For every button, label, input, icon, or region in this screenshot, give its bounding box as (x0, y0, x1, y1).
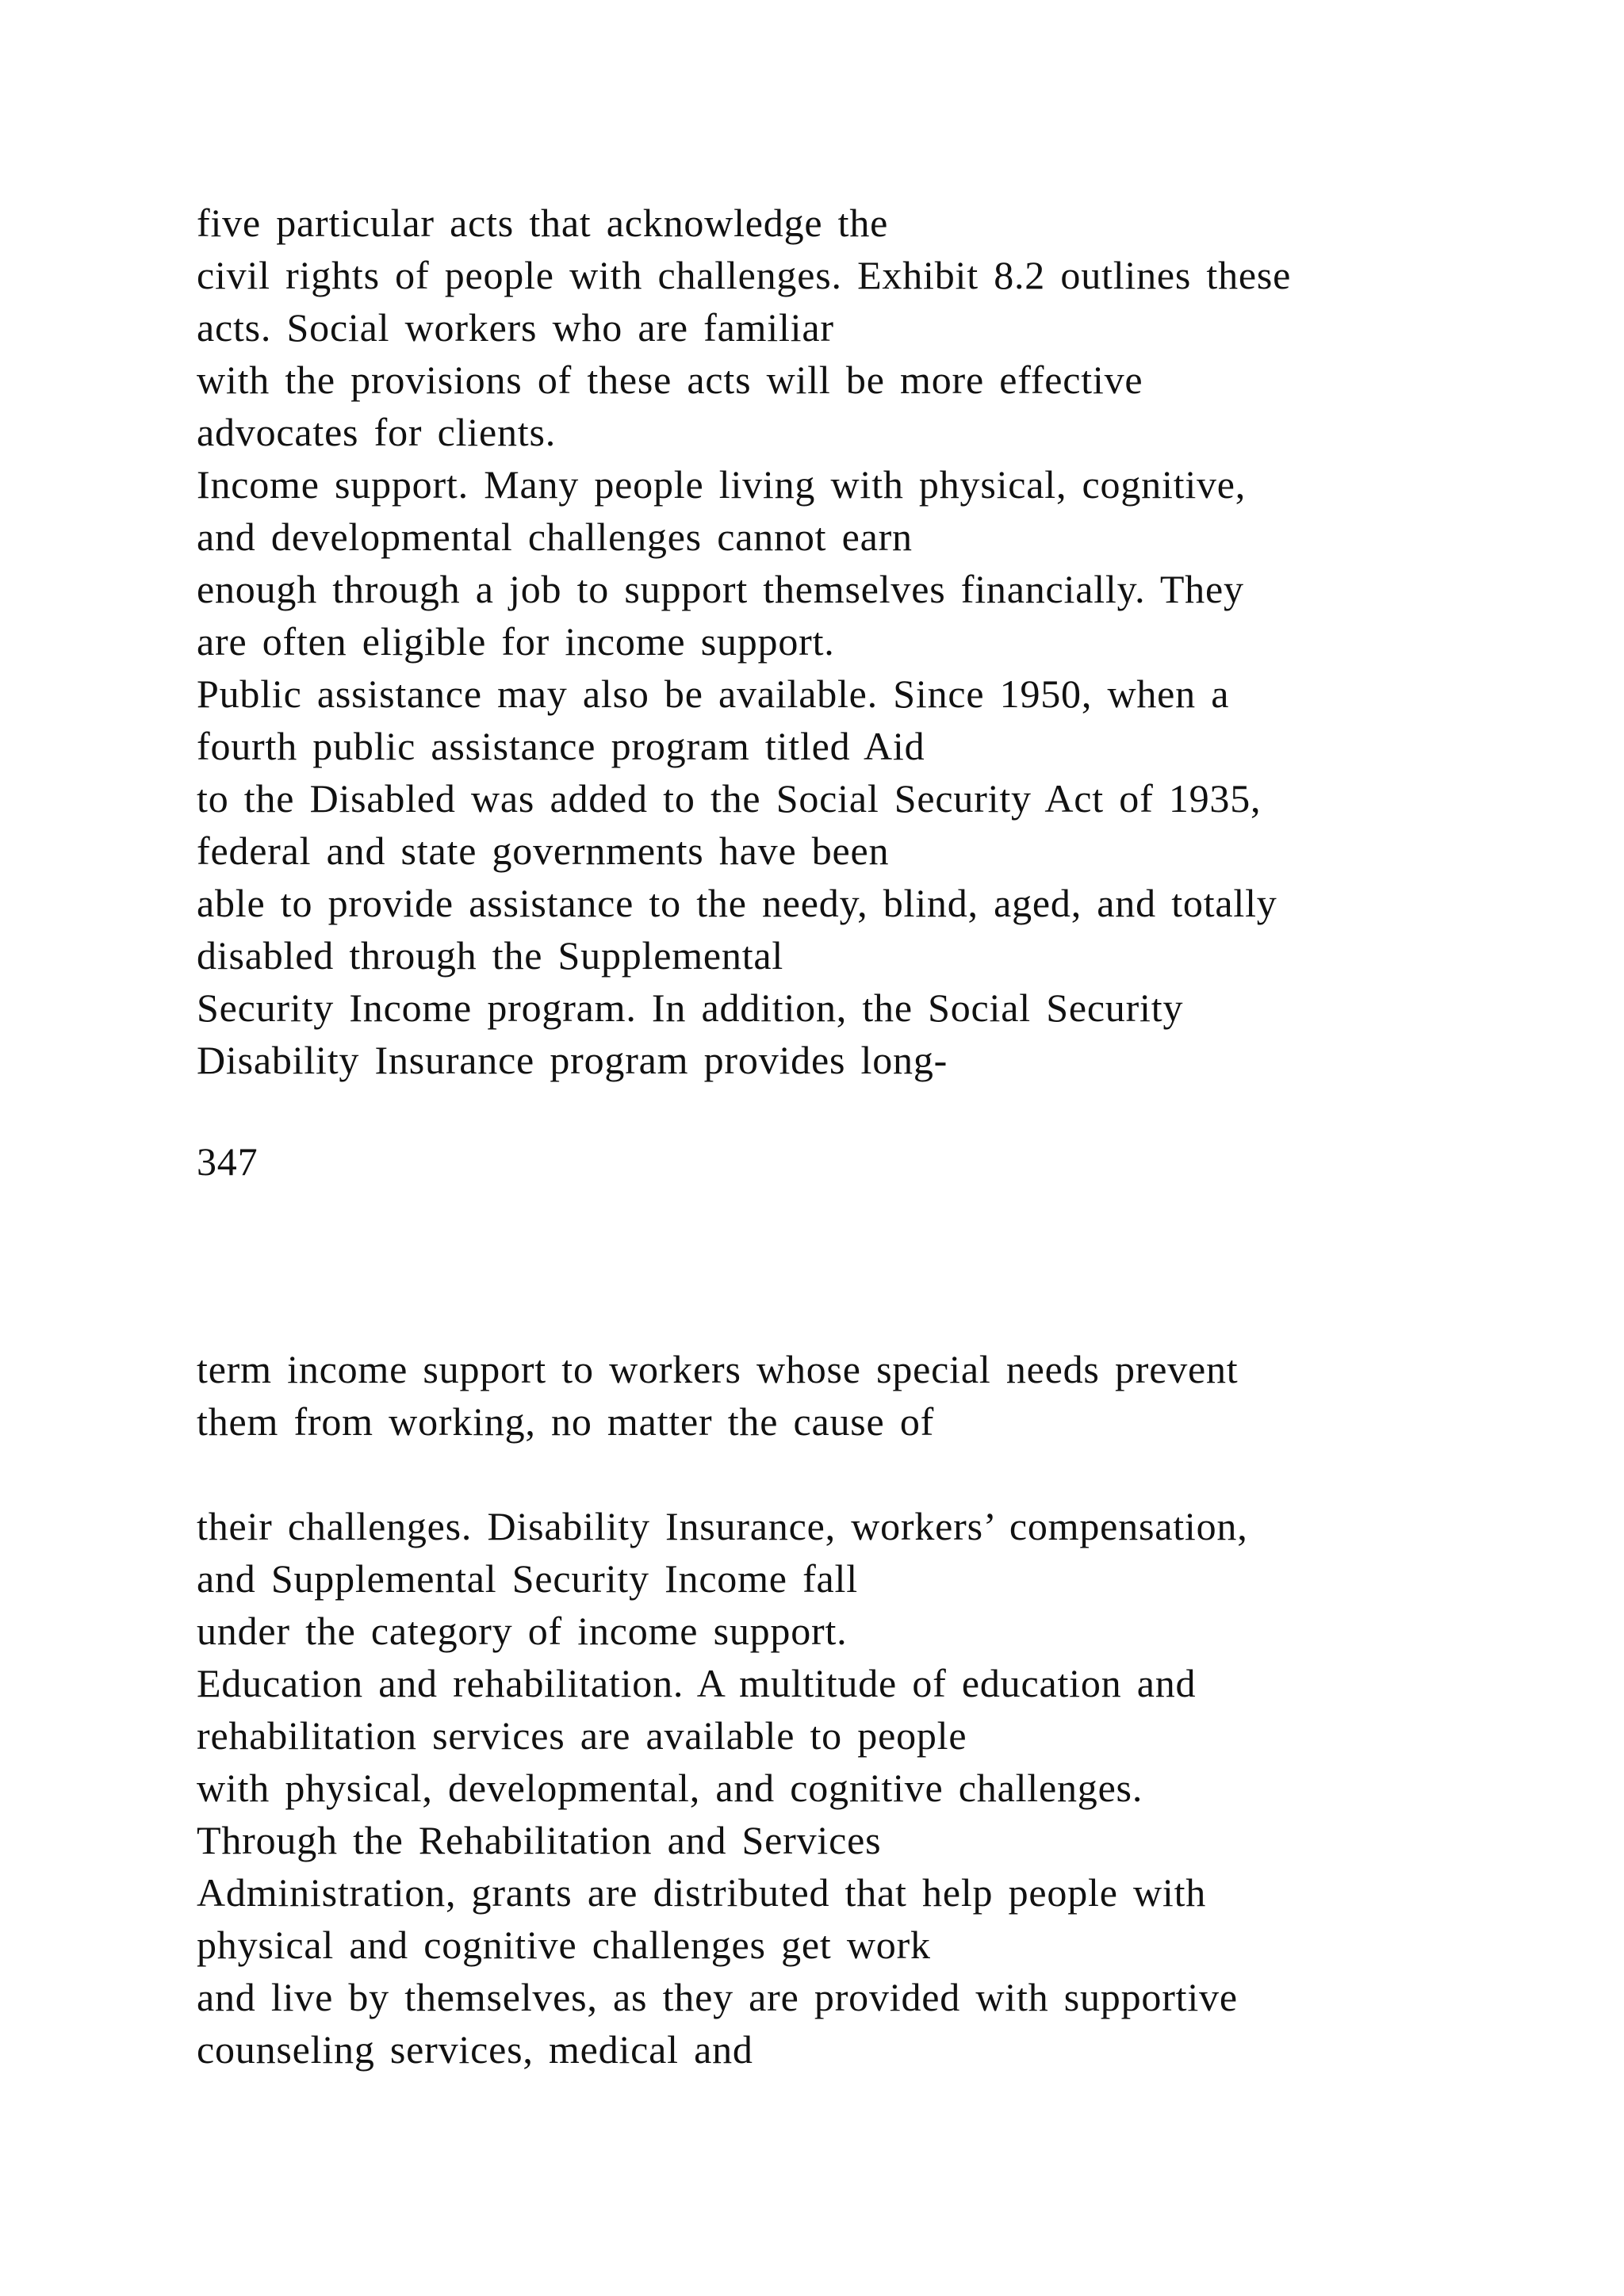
text-block-bottom (197, 1500, 1248, 2076)
text-line: Income support. Many people living with physical, cognitive, (197, 462, 1247, 507)
text-line: counseling services, medical and (197, 2027, 753, 2072)
text-line: disabled through the Supplemental (197, 933, 784, 978)
text-line: are often eligible for income support. (197, 619, 835, 664)
text-line: and live by themselves, as they are provided with supportive (197, 1975, 1238, 2019)
text-line: advocates for clients. (197, 410, 557, 454)
text-line: them from working, no matter the cause of (197, 1399, 935, 1444)
text-line: enough through a job to support themselves financially. They (197, 567, 1244, 611)
text-line: and developmental challenges cannot earn (197, 515, 913, 559)
text-line: acts. Social workers who are familiar (197, 305, 834, 350)
text-line: fourth public assistance program titled Aid (197, 724, 925, 768)
text-block-top (197, 197, 1291, 1086)
text-line: to the Disabled was added to the Social Security Act of 1935, (197, 776, 1262, 821)
text-line: physical and cognitive challenges get work (197, 1923, 931, 1967)
text-line: five particular acts that acknowledge the (197, 201, 889, 245)
text-line: with the provisions of these acts will be more effective (197, 358, 1143, 402)
text-line: civil rights of people with challenges. Exhibit 8.2 outlines these (197, 253, 1292, 297)
text-line: term income support to workers whose special needs prevent (197, 1347, 1239, 1391)
text-line: Through the Rehabilitation and Services (197, 1818, 882, 1862)
text-line: Public assistance may also be available. Since 1950, when a (197, 672, 1230, 716)
text-line: and Supplemental Security Income fall (197, 1556, 858, 1601)
text-line: under the category of income support. (197, 1609, 848, 1653)
text-line: Administration, grants are distributed that help people with (197, 1870, 1207, 1915)
text-line: federal and state governments have been (197, 828, 890, 873)
text-line: Security Income program. In addition, the Social Security (197, 985, 1184, 1030)
text-line: their challenges. Disability Insurance, workers’ compensation, (197, 1504, 1248, 1548)
text-line: Education and rehabilitation. A multitude of education and (197, 1661, 1197, 1705)
text-line: rehabilitation services are available to people (197, 1713, 967, 1758)
page-number: 347 (197, 1139, 259, 1184)
text-line: with physical, developmental, and cognitive challenges. (197, 1766, 1143, 1810)
text-line: Disability Insurance program provides long- (197, 1038, 948, 1082)
text-line: able to provide assistance to the needy, blind, aged, and totally (197, 881, 1277, 925)
text-block-middle (197, 1343, 1239, 1448)
